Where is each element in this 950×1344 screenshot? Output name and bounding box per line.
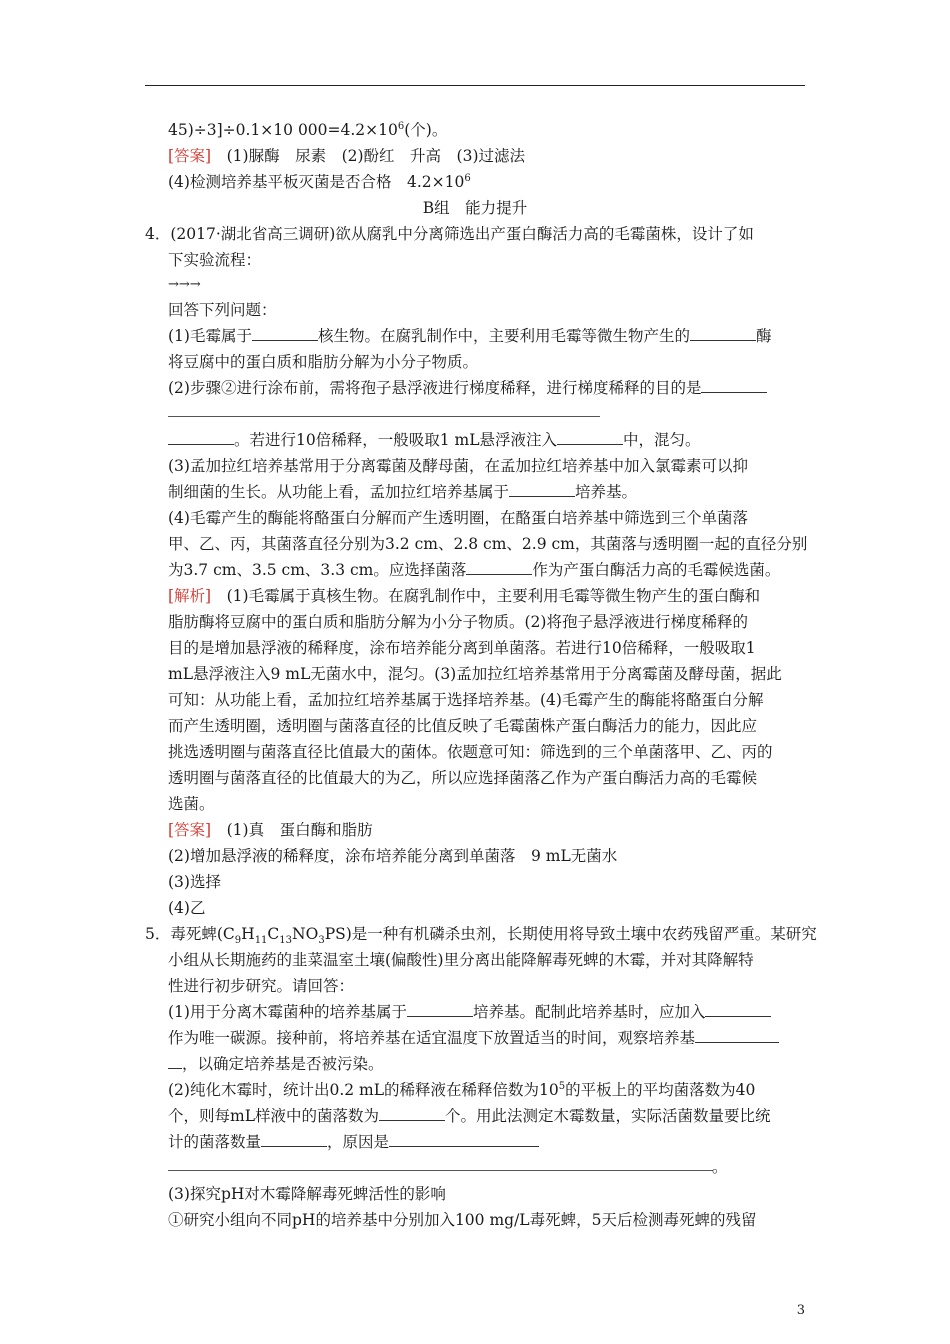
analysis-1: [解析] (1)毛霉属于真核生物。在腐乳制作中，主要利用毛霉等微生物产生的蛋白酶和 — [168, 587, 761, 605]
analysis-9: 选菌。 — [168, 795, 215, 813]
analysis-5: 可知：从功能上看，孟加拉红培养基属于选择培养基。(4)毛霉产生的酶能将酪蛋白分解 — [168, 691, 764, 709]
q5-part2-cont: 个，则每mL样液中的菌落数为 个。用此法测定木霉数量，实际活菌数量要比统 — [168, 1107, 771, 1125]
q5-part1: (1)用于分离木霉菌种的培养基属于 培养基。配制此培养基时，应加入 — [168, 1002, 771, 1022]
analysis-4: mL悬浮液注入9 mL无菌水中，混匀。(3)孟加拉红培养基常用于分离霉菌及酵母菌，据此 — [168, 665, 782, 683]
q5-stem-2: 小组从长期施药的韭菜温室土壤(偏酸性)里分离出能降解毒死蜱的木霉，并对其降解特 — [168, 951, 754, 969]
q4-prompt: 回答下列问题： — [168, 301, 277, 319]
answer-4-line2: (2)增加悬浮液的稀释度，涂布培养能分离到单菌落 9 mL无菌水 — [168, 847, 618, 865]
q5-part1-cont2: ，以确定培养基是否被污染。 — [168, 1054, 384, 1074]
answer-line — [168, 1170, 713, 1171]
q5-part3-1: ①研究小组向不同pH的培养基中分别加入100 mg/L毒死蜱，5天后检测毒死蜱的残留 — [168, 1211, 757, 1229]
analysis-2: 脂肪酶将豆腐中的蛋白质和脂肪分解为小分子物质。(2)将孢子悬浮液进行梯度稀释的 — [168, 613, 748, 631]
q4-part1: (1)毛霉属于 核生物。在腐乳制作中，主要利用毛霉等微生物产生的 酶 — [168, 327, 772, 345]
analysis-7: 挑选透明圈与菌落直径比值最大的菌体。依题意可知：筛选到的三个单菌落甲、乙、丙的 — [168, 743, 773, 761]
answer-tag: [答案] — [168, 821, 212, 839]
q5-stem-1: 5．毒死蜱$(C_9H_{11}C_{13}NO_3PS)$是一种有机磷杀虫剂，长期使用将导致土壤中农药残留严重。某研究 — [145, 925, 817, 947]
q4-stem-1: 4．(2017·湖北省高三调研)欲从腐乳中分离筛选出产蛋白酶活力高的毛霉菌株，设计了如 — [145, 225, 754, 243]
calc-line: 45)÷3]÷0.1×10 $000=4.2\times 10^6$(个)。 — [168, 120, 448, 139]
answer-4-line3: (3)选择 — [168, 873, 221, 891]
q5-part1-cont: 作为唯一碳源。接种前，将培养基在适宜温度下放置适当的时间，观察培养基 — [168, 1028, 779, 1048]
q5-part2-end: 。 — [712, 1158, 728, 1176]
answer-3-line2: (4)检测培养基平板灭菌是否合格 $4.2\times 10^6$ — [168, 172, 471, 191]
q4-part2: (2)步骤②进行涂布前，需将孢子悬浮液进行梯度稀释，进行梯度稀释的目的是 — [168, 378, 767, 398]
answer-4-line4: (4)乙 — [168, 899, 206, 917]
analysis-8: 透明圈与菌落直径的比值最大的为乙，所以应选择菌落乙作为产蛋白酶活力高的毛霉候 — [168, 769, 758, 787]
q5-part2-cont2: 计的菌落数量 ，原因是 — [168, 1132, 539, 1152]
q4-part4-cont2: 为3.7 cm、3.5 cm、3.3 cm。应选择菌落 作为产蛋白酶活力高的毛霉候选菌。 — [168, 561, 781, 579]
header-rule — [145, 85, 805, 86]
q5-part2: (2)纯化木霉时，统计出0.2 mL的稀释液在稀释倍数为$10^5$的平板上的平均菌落数为40 — [168, 1080, 756, 1099]
answer-line — [168, 416, 600, 417]
q4-part2-cont: 。若进行10倍稀释，一般吸取1 mL悬浮液注入 中，混匀。 — [168, 430, 701, 450]
q4-stem-2: 下实验流程： — [168, 251, 262, 269]
q5-part3: (3)探究pH对木霉降解毒死蜱活性的影响 — [168, 1185, 446, 1203]
q4-part4: (4)毛霉产生的酶能将酪蛋白分解而产生透明圈，在酪蛋白培养基中筛选到三个单菌落 — [168, 509, 748, 527]
answer-tag: [答案] — [168, 147, 212, 165]
analysis-tag: [解析] — [168, 587, 212, 605]
answer-4-line1: [答案] (1)真 蛋白酶和脂肪 — [168, 821, 373, 839]
analysis-6: 而产生透明圈，透明圈与菌落直径的比值反映了毛霉菌株产蛋白酶活力的能力，因此应 — [168, 717, 758, 735]
q4-part3-cont: 制细菌的生长。从功能上看，孟加拉红培养基属于 培养基。 — [168, 483, 638, 501]
q4-part4-cont1: 甲、乙、丙，其菌落直径分别为3.2 cm、2.8 cm、2.9 cm，其菌落与透明圈一起的直径分别 — [168, 535, 808, 553]
q4-part1-cont: 将豆腐中的蛋白质和脂肪分解为小分子物质。 — [168, 353, 479, 371]
q4-part3: (3)孟加拉红培养基常用于分离霉菌及酵母菌，在孟加拉红培养基中加入氯霉素可以抑 — [168, 457, 748, 475]
q5-stem-3: 性进行初步研究。请回答： — [168, 977, 355, 995]
q4-flow-arrows: →→→ — [168, 277, 201, 292]
section-title: B组 能力提升 — [422, 199, 528, 217]
analysis-3: 目的是增加悬浮液的稀释度，涂布培养能分离到单菌落。若进行10倍稀释，一般吸取1 — [168, 639, 756, 657]
page-number: 3 — [796, 1303, 805, 1318]
answer-3-line1: [答案] (1)脲酶 尿素 (2)酚红 升高 (3)过滤法 — [168, 147, 525, 165]
